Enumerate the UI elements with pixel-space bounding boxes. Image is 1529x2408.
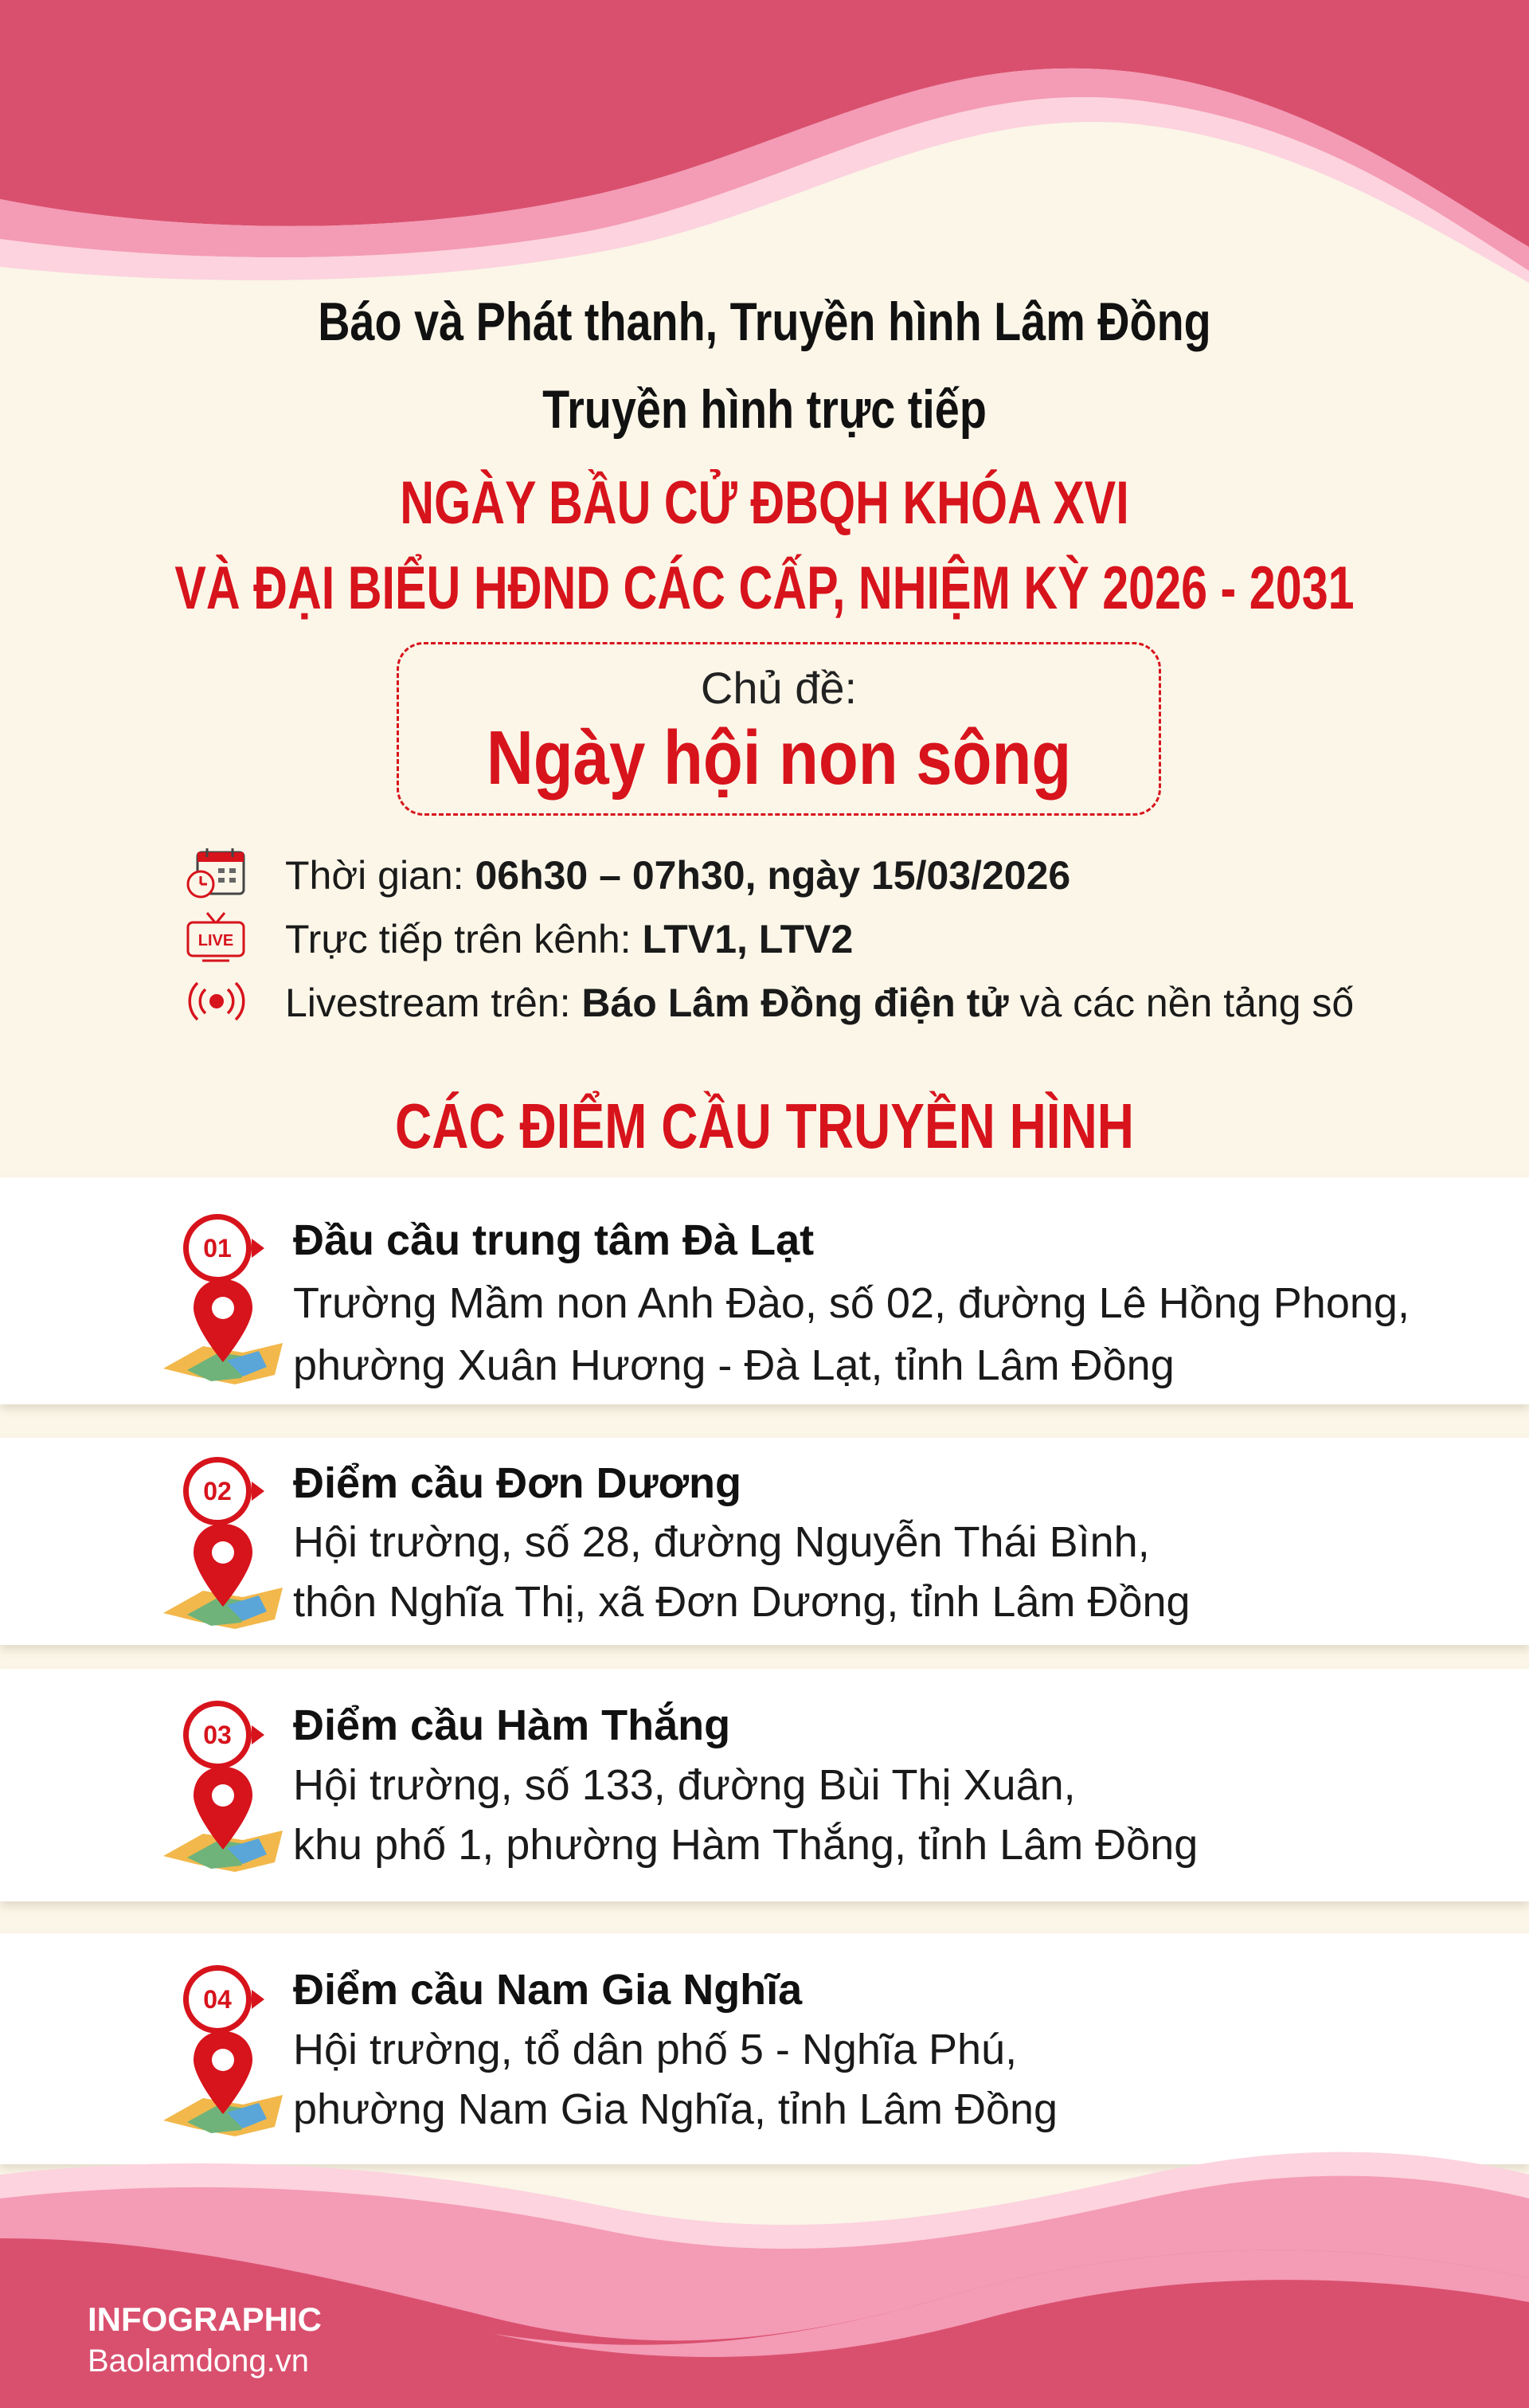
point-title: Điểm cầu Hàm Thắng xyxy=(293,1701,731,1749)
badge-arrow-icon xyxy=(252,1239,264,1258)
point-address-line1: Hội trường, tổ dân phố 5 - Nghĩa Phú, xyxy=(293,2026,1018,2073)
live-broadcast-label: Truyền hình trực tiếp xyxy=(542,379,987,440)
channel-label: Trực tiếp trên kênh: xyxy=(285,917,643,961)
organization-title: Báo và Phát thanh, Truyền hình Lâm Đồng xyxy=(318,292,1211,352)
top-wave-decoration xyxy=(0,0,1529,303)
map-pin-icon xyxy=(155,1760,291,1880)
live-badge-text: LIVE xyxy=(197,932,234,949)
point-title: Điểm cầu Nam Gia Nghĩa xyxy=(293,1966,803,2014)
point-address-line1: Hội trường, số 133, đường Bùi Thị Xuân, xyxy=(293,1761,1076,1809)
section-title: CÁC ĐIỂM CẦU TRUYỀN HÌNH xyxy=(395,1090,1134,1161)
channel-value: LTV1, LTV2 xyxy=(642,917,854,961)
point-number-badge: 03 xyxy=(183,1701,252,1769)
point-address-line2: phường Xuân Hương - Đà Lạt, tỉnh Lâm Đồng xyxy=(293,1341,1175,1389)
point-address-line2: khu phố 1, phường Hàm Thắng, tỉnh Lâm Đồng xyxy=(293,1821,1199,1869)
broadcast-point-card-1 xyxy=(0,1177,1529,1404)
event-title-line1: NGÀY BẦU CỬ ĐBQH KHÓA XVI xyxy=(400,469,1129,537)
point-address-line1: Trường Mầm non Anh Đào, số 02, đường Lê Hồng Phong, xyxy=(293,1279,1410,1327)
theme-value: Ngày hội non sông xyxy=(486,715,1072,801)
broadcast-point-card-3 xyxy=(0,1669,1529,1901)
calendar-clock-icon xyxy=(183,846,247,902)
map-pin-icon xyxy=(155,1517,291,1637)
point-address-line1: Hội trường, số 28, đường Nguyễn Thái Bình, xyxy=(293,1518,1150,1566)
badge-arrow-icon xyxy=(252,1990,264,2009)
point-number-badge: 01 xyxy=(183,1214,252,1282)
theme-label: Chủ đề: xyxy=(700,663,858,713)
point-number-badge: 02 xyxy=(183,1457,252,1525)
point-title: Đầu cầu trung tâm Đà Lạt xyxy=(293,1216,815,1264)
footer-site: Baolamdong.vn xyxy=(88,2343,309,2379)
info-time-row xyxy=(183,846,1457,902)
info-stream-text xyxy=(285,980,1354,1026)
point-address-line2: thôn Nghĩa Thị, xã Đơn Dương, tỉnh Lâm Đồng xyxy=(293,1578,1191,1626)
info-channel-text xyxy=(285,916,853,962)
stream-label: Livestream trên: xyxy=(285,981,582,1025)
info-time-text xyxy=(285,852,1070,899)
badge-arrow-icon xyxy=(252,1482,264,1501)
info-stream-row xyxy=(183,973,1457,1029)
point-title: Điểm cầu Đơn Dương xyxy=(293,1459,741,1507)
broadcast-icon xyxy=(183,973,247,1029)
time-value: 06h30 – 07h30, ngày 15/03/2026 xyxy=(475,853,1071,898)
time-label: Thời gian: xyxy=(285,853,475,898)
theme-box xyxy=(397,642,1161,816)
badge-arrow-icon xyxy=(252,1725,264,1744)
footer-brand: INFOGRAPHIC xyxy=(88,2300,322,2338)
point-number-badge: 04 xyxy=(183,1965,252,2034)
stream-suffix: và các nền tảng số xyxy=(1008,981,1355,1025)
point-address-line2: phường Nam Gia Nghĩa, tỉnh Lâm Đồng xyxy=(293,2085,1058,2133)
info-channel-row xyxy=(183,910,1457,965)
broadcast-point-card-2 xyxy=(0,1438,1529,1645)
stream-value: Báo Lâm Đồng điện tử xyxy=(581,981,1009,1025)
live-tv-icon xyxy=(183,910,247,965)
map-pin-icon xyxy=(155,1273,291,1392)
event-title-line2: VÀ ĐẠI BIỂU HĐND CÁC CẤP, NHIỆM KỲ 2026 - 2031 xyxy=(174,554,1355,622)
